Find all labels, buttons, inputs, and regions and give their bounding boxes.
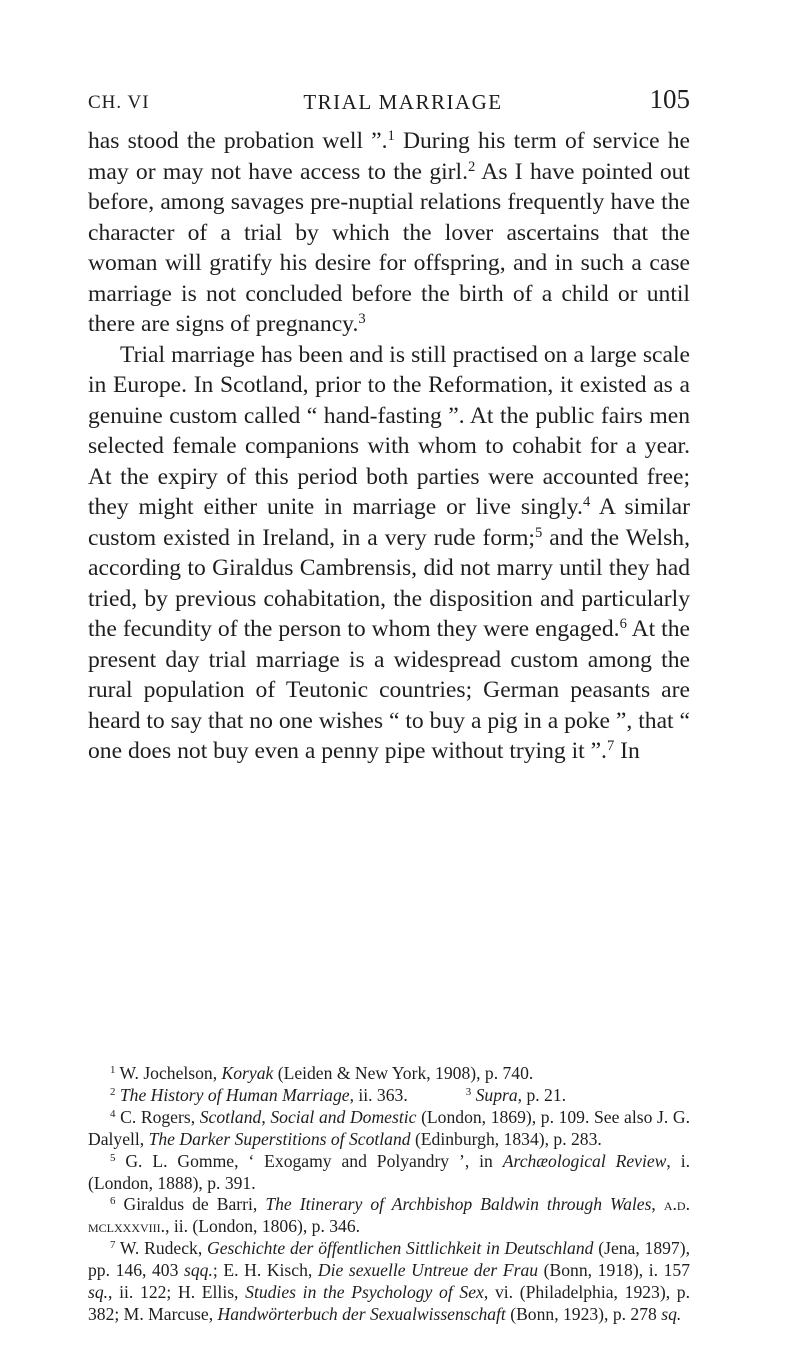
text-run: , bbox=[651, 1194, 664, 1215]
italic-title: Die sexuelle Untreue der Frau bbox=[317, 1260, 539, 1281]
footnote-2-3 bbox=[88, 1085, 690, 1107]
running-header bbox=[88, 84, 690, 118]
text-run: At the present day trial marriage is a widespread custom among the rural population of Teutonic countries; German peasants are heard to say that no one wishes “ to buy a pig in a poke ”, that “ one does not buy even a penny pipe without trying it ”. bbox=[88, 616, 690, 764]
italic-title: The History of Human Marriage bbox=[119, 1084, 350, 1105]
text-run: , ii. 363. bbox=[349, 1084, 408, 1105]
footnote-ref-4: 4 bbox=[582, 493, 591, 510]
italic-title: Handwörterbuch der Sexualwissenschaft bbox=[217, 1303, 506, 1324]
italic-title: Supra bbox=[475, 1084, 518, 1105]
text-run: As I have pointed out before, among savages pre-nuptial relations frequently have the character of a trial by which the lover ascertains that the woman will gratify his desire for offspring, and in such a case marriage is not concluded before the birth of a child or until there are signs of pregnancy. bbox=[88, 158, 690, 337]
footnote-number: 5 bbox=[110, 1151, 116, 1164]
italic-title: The Itinerary of Archbishop Baldwin through Wales bbox=[265, 1194, 652, 1215]
italic-title: Geschichte der öffentlichen Sittlichkeit in Deutschland bbox=[207, 1238, 594, 1259]
footnote-number: 7 bbox=[110, 1239, 116, 1252]
footnotes bbox=[88, 1063, 690, 1326]
text-run: , bbox=[261, 1106, 271, 1127]
text-run: , ii. (London, 1806), p. 346. bbox=[165, 1216, 361, 1237]
text-run: W. Rudeck, bbox=[115, 1238, 208, 1259]
footnote-number: 3 bbox=[465, 1085, 472, 1098]
text-run: (Jena, 1897), pp. 146, 403 bbox=[88, 1238, 690, 1281]
text-run: , vi. (Philadelphia, 1923), p. 382; M. Marcuse, bbox=[88, 1282, 690, 1324]
footnote-ref-3: 3 bbox=[358, 310, 366, 327]
footnote-number: 2 bbox=[110, 1085, 116, 1098]
footnote-ref-6: 6 bbox=[619, 615, 627, 632]
italic-abbrev: sq. bbox=[88, 1282, 109, 1303]
text-run: C. Rogers, bbox=[115, 1106, 200, 1127]
text-run: (Bonn, 1918), i. 157 bbox=[538, 1260, 690, 1281]
footnote-ref-1: 1 bbox=[387, 127, 395, 144]
text-run: (London, 1869), p. 109. See also J. G. Dalyell, bbox=[88, 1106, 691, 1149]
footnote-6 bbox=[88, 1194, 690, 1238]
italic-title: The Darker Superstitions of Scotland bbox=[148, 1128, 411, 1149]
text-run: , ii. 122; H. Ellis, bbox=[108, 1282, 246, 1303]
text-run: ; E. H. Kisch, bbox=[212, 1260, 318, 1281]
italic-abbrev: sqq. bbox=[184, 1260, 213, 1281]
small-caps-date: a.d. mclxxxviii. bbox=[88, 1194, 690, 1237]
italic-title: Scotland bbox=[199, 1106, 262, 1127]
text-run: Giraldus de Barri, bbox=[115, 1194, 266, 1215]
text-run: (Edinburgh, 1834), p. 283. bbox=[410, 1128, 602, 1149]
text-run: During his term of service he may or may not have access to the girl. bbox=[88, 128, 690, 185]
paragraph-1 bbox=[88, 126, 690, 340]
text-run: and the Welsh, according to Giraldus Cambrensis, did not marry until they had tried, by previous cohabitation, the disposition and particularly the fecundity of the person to whom they were engaged. bbox=[88, 524, 690, 642]
footnote-1 bbox=[88, 1063, 690, 1085]
footnote-number: 1 bbox=[110, 1064, 116, 1076]
italic-title: Archæological Review bbox=[502, 1150, 667, 1171]
italic-title: Koryak bbox=[221, 1063, 274, 1083]
body-text bbox=[88, 126, 690, 767]
page-number: 105 bbox=[649, 84, 690, 114]
text-run: (Leiden & New York, 1908), p. 740. bbox=[273, 1063, 534, 1083]
chapter-label: CH. VI bbox=[88, 92, 150, 113]
text-run: , i. (London, 1888), p. 391. bbox=[88, 1150, 690, 1193]
footnote-5 bbox=[88, 1151, 690, 1195]
footnote-ref-5: 5 bbox=[534, 524, 543, 541]
footnote-ref-7: 7 bbox=[606, 737, 615, 754]
text-run: In bbox=[614, 738, 640, 764]
italic-abbrev: sq. bbox=[661, 1303, 682, 1324]
text-run: G. L. Gomme, ‘ Exogamy and Polyandry ’, in bbox=[115, 1150, 503, 1171]
text-run: , p. 21. bbox=[517, 1084, 567, 1105]
footnote-4 bbox=[88, 1107, 690, 1151]
footnote-ref-2: 2 bbox=[468, 158, 476, 175]
text-run: (Bonn, 1923), p. 278 bbox=[505, 1303, 662, 1324]
footnote-7 bbox=[88, 1238, 690, 1326]
text-run: A similar custom existed in Ireland, in a very rude form; bbox=[88, 494, 691, 551]
running-title: TRIAL MARRIAGE bbox=[303, 90, 503, 114]
text-run: Trial marriage has been and is still practised on a large scale in Europe. In Scotland, prior to the Reformation, it existed as a genuine custom called “ hand-fasting ”. At the public fairs men selected female companions with whom to cohabit for a year. At the expiry of this period both parties were accounted free; they might either unite in marriage or live singly. bbox=[88, 341, 690, 520]
italic-title: Studies in the Psychology of Sex bbox=[245, 1282, 484, 1303]
footnote-number: 4 bbox=[110, 1107, 116, 1120]
italic-title: Social and Domestic bbox=[270, 1106, 417, 1127]
paragraph-2 bbox=[88, 340, 690, 767]
text-run: W. Jochelson, bbox=[115, 1063, 222, 1083]
text-run: has stood the probation well ”. bbox=[88, 128, 388, 154]
footnote-number: 6 bbox=[110, 1195, 116, 1208]
